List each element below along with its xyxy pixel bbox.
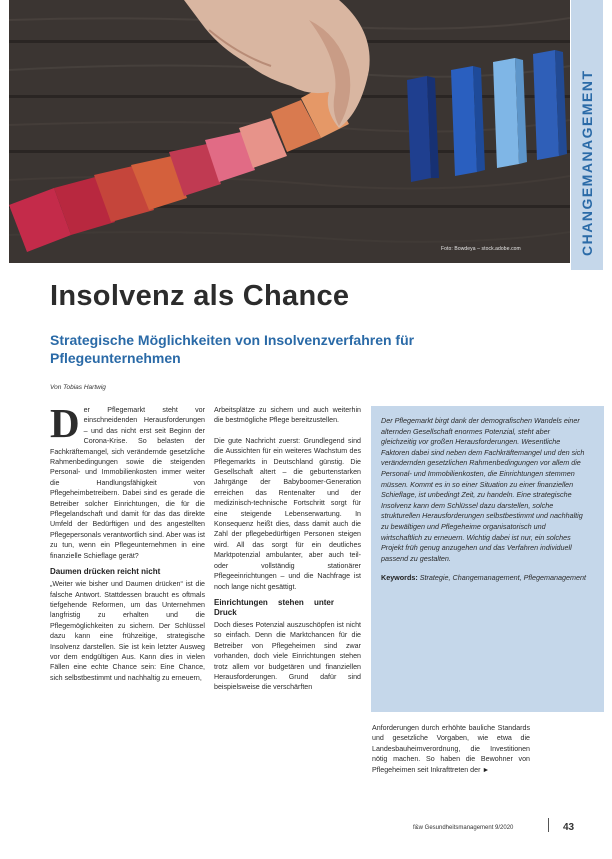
body-column-2: [214, 405, 361, 693]
abstract-box: [371, 406, 604, 712]
body-column-3: [372, 723, 530, 775]
body-paragraph: Arbeitsplätze zu sichern und auch weiterhin die bestmögliche Pflege bereitzustellen.: [214, 406, 361, 425]
hero-photo: [9, 0, 570, 263]
paragraph-text: er Pflegemarkt steht vor einschneidenden Herausforderungen – und das nicht erst seit Beginn der Corona-Krise. So belasten der Fachkräftemangel, sich verändernde gesetzliche Rahmenbedingungen sowie die steigenden Personal- und Immobilienkosten immer weiter die Handlungsfähigkeit von Pflegeheimbetreibern. Dabei sind es gerade die Betreiber solcher Einrichtungen, die für die Pflegelandschaft und damit für das das direkte Umfeld der Bedürftigen und des angestellten Pflegepersonals verantwortlich sind. Aber was ist zu tun, wenn ein Pflegeunternehmen in eine finanzielle Schieflage gerät?: [50, 406, 205, 560]
section-tab-label: CHANGEMANAGEMENT: [579, 69, 595, 256]
body-paragraph: [50, 400, 205, 561]
paragraph-text: Anforderungen durch erhöhte bauliche Standards und gesetzliche Vorgaben, wie etwa die Landesbauheimverordnung, die Investitionen nötig machen. So haben die Bewohner von Pflegeheimen seit Inkrafttreten der: [372, 724, 530, 774]
drop-cap: D: [50, 400, 80, 446]
footer-journal: f&w Gesundheitsmanagement 9/2020: [413, 825, 514, 831]
section-tab: [571, 0, 603, 270]
body-column-1: [50, 400, 205, 683]
article-subtitle: Strategische Möglichkeiten von Insolvenzverfahren für Pflegeunternehmen: [50, 332, 415, 366]
keywords: [381, 573, 586, 584]
article-title: Insolvenz als Chance: [50, 280, 350, 312]
photo-credit: Foto: Bowdeya – stock.adobe.com: [441, 246, 521, 252]
article-byline: Von Tobias Hartwig: [50, 384, 106, 391]
body-paragraph: Die gute Nachricht zuerst: Grundlegend sind die Aussichten für ein weiteres Wachstum des Pflegemarkts in Deutschland günstig. Die Gesellschaft altert – die geburtenstarken Jahrgänge der Babyboomer-Generation erreichen das Rentenalter und der medizinisch-technische Fortschritt sorgt für eine steigende Lebenserwartung. In Konsequenz heißt dies, dass damit auch die Zahl der pflegebedürftigen Personen steigen wird. All das sorgt für ein deutliches Marktpotenzial ambulanter, aber auch teil- oder vollständig stationärer Pflegeeinrichtungen – und die Nachfrage ist noch lange nicht gesättigt.: [214, 436, 361, 591]
body-paragraph: „Weiter wie bisher und Daumen drücken“ ist die falsche Antwort. Stattdessen braucht es oftmals tiefgehende Reformen, um das Unternehmen langfristig zu erhalten und die Pflegemöglichkeiten zu sichern. Der Schlüssel dazu kann eine frühzeitige, strategische Insolvenz darstellen. Sie ist kein letzter Ausweg vor dem endgültigen Aus. Kann dies in vielen Fällen eine echte Chance sein: Eine Chance, sich selbstbestimmt und nachhaltig zu erneuern,: [50, 580, 205, 682]
dominoes-hand-illustration: [9, 0, 570, 263]
section-heading: Daumen drücken reicht nicht: [50, 567, 161, 577]
continue-arrow-icon: ►: [482, 765, 490, 774]
footer-divider: [548, 818, 549, 832]
body-paragraph: [372, 723, 530, 775]
abstract-text: Der Pflegemarkt birgt dank der demografischen Wandels einer alternden Gesellschaft enormes Potenzial, steht aber gleichzeitig vor großen Herausforderungen. Wesentliche Faktoren dabei sind neben dem Fachkräftemangel und den sich verändernden gesetzlichen Rahmenbedingungen vor allem die Personal- und Immobilienkosten, die Einrichtungen stemmen müssen. Kommt es in so einer Situation zu einer finanziellen Schieflage, ist unbedingt Zeit, zu handeln. Eine strategische Insolvenz kann dem Schlüssel dazu darstellen, solche strukturellen Herausforderungen selbstbestimmt und nachhaltig zu bewältigen und Pflegeheime organisatorisch und wirtschaftlich zu erneuern. Wichtig dabei ist nur, ein solches Projekt früh genug anzugehen und das Verfahren individuell passend zu gestalten.: [381, 416, 585, 563]
body-paragraph: Doch dieses Potenzial auszuschöpfen ist nicht so einfach. Denn die Marktchancen für die Betreiber von Pflegeheimen sind zwar vorhanden, doch viele Einrichtungen stehen trotz allem vor budgetären und finanziellen Herausforderungen. Grund dafür sind beispielsweise die verschärften: [214, 620, 361, 692]
page-number: 43: [563, 822, 575, 833]
keywords-list: Strategie, Changemanagement, Pflegemanagement: [417, 573, 586, 583]
section-heading: Einrichtungen stehen unter Druck: [214, 597, 334, 617]
keywords-label: Keywords:: [381, 573, 418, 583]
